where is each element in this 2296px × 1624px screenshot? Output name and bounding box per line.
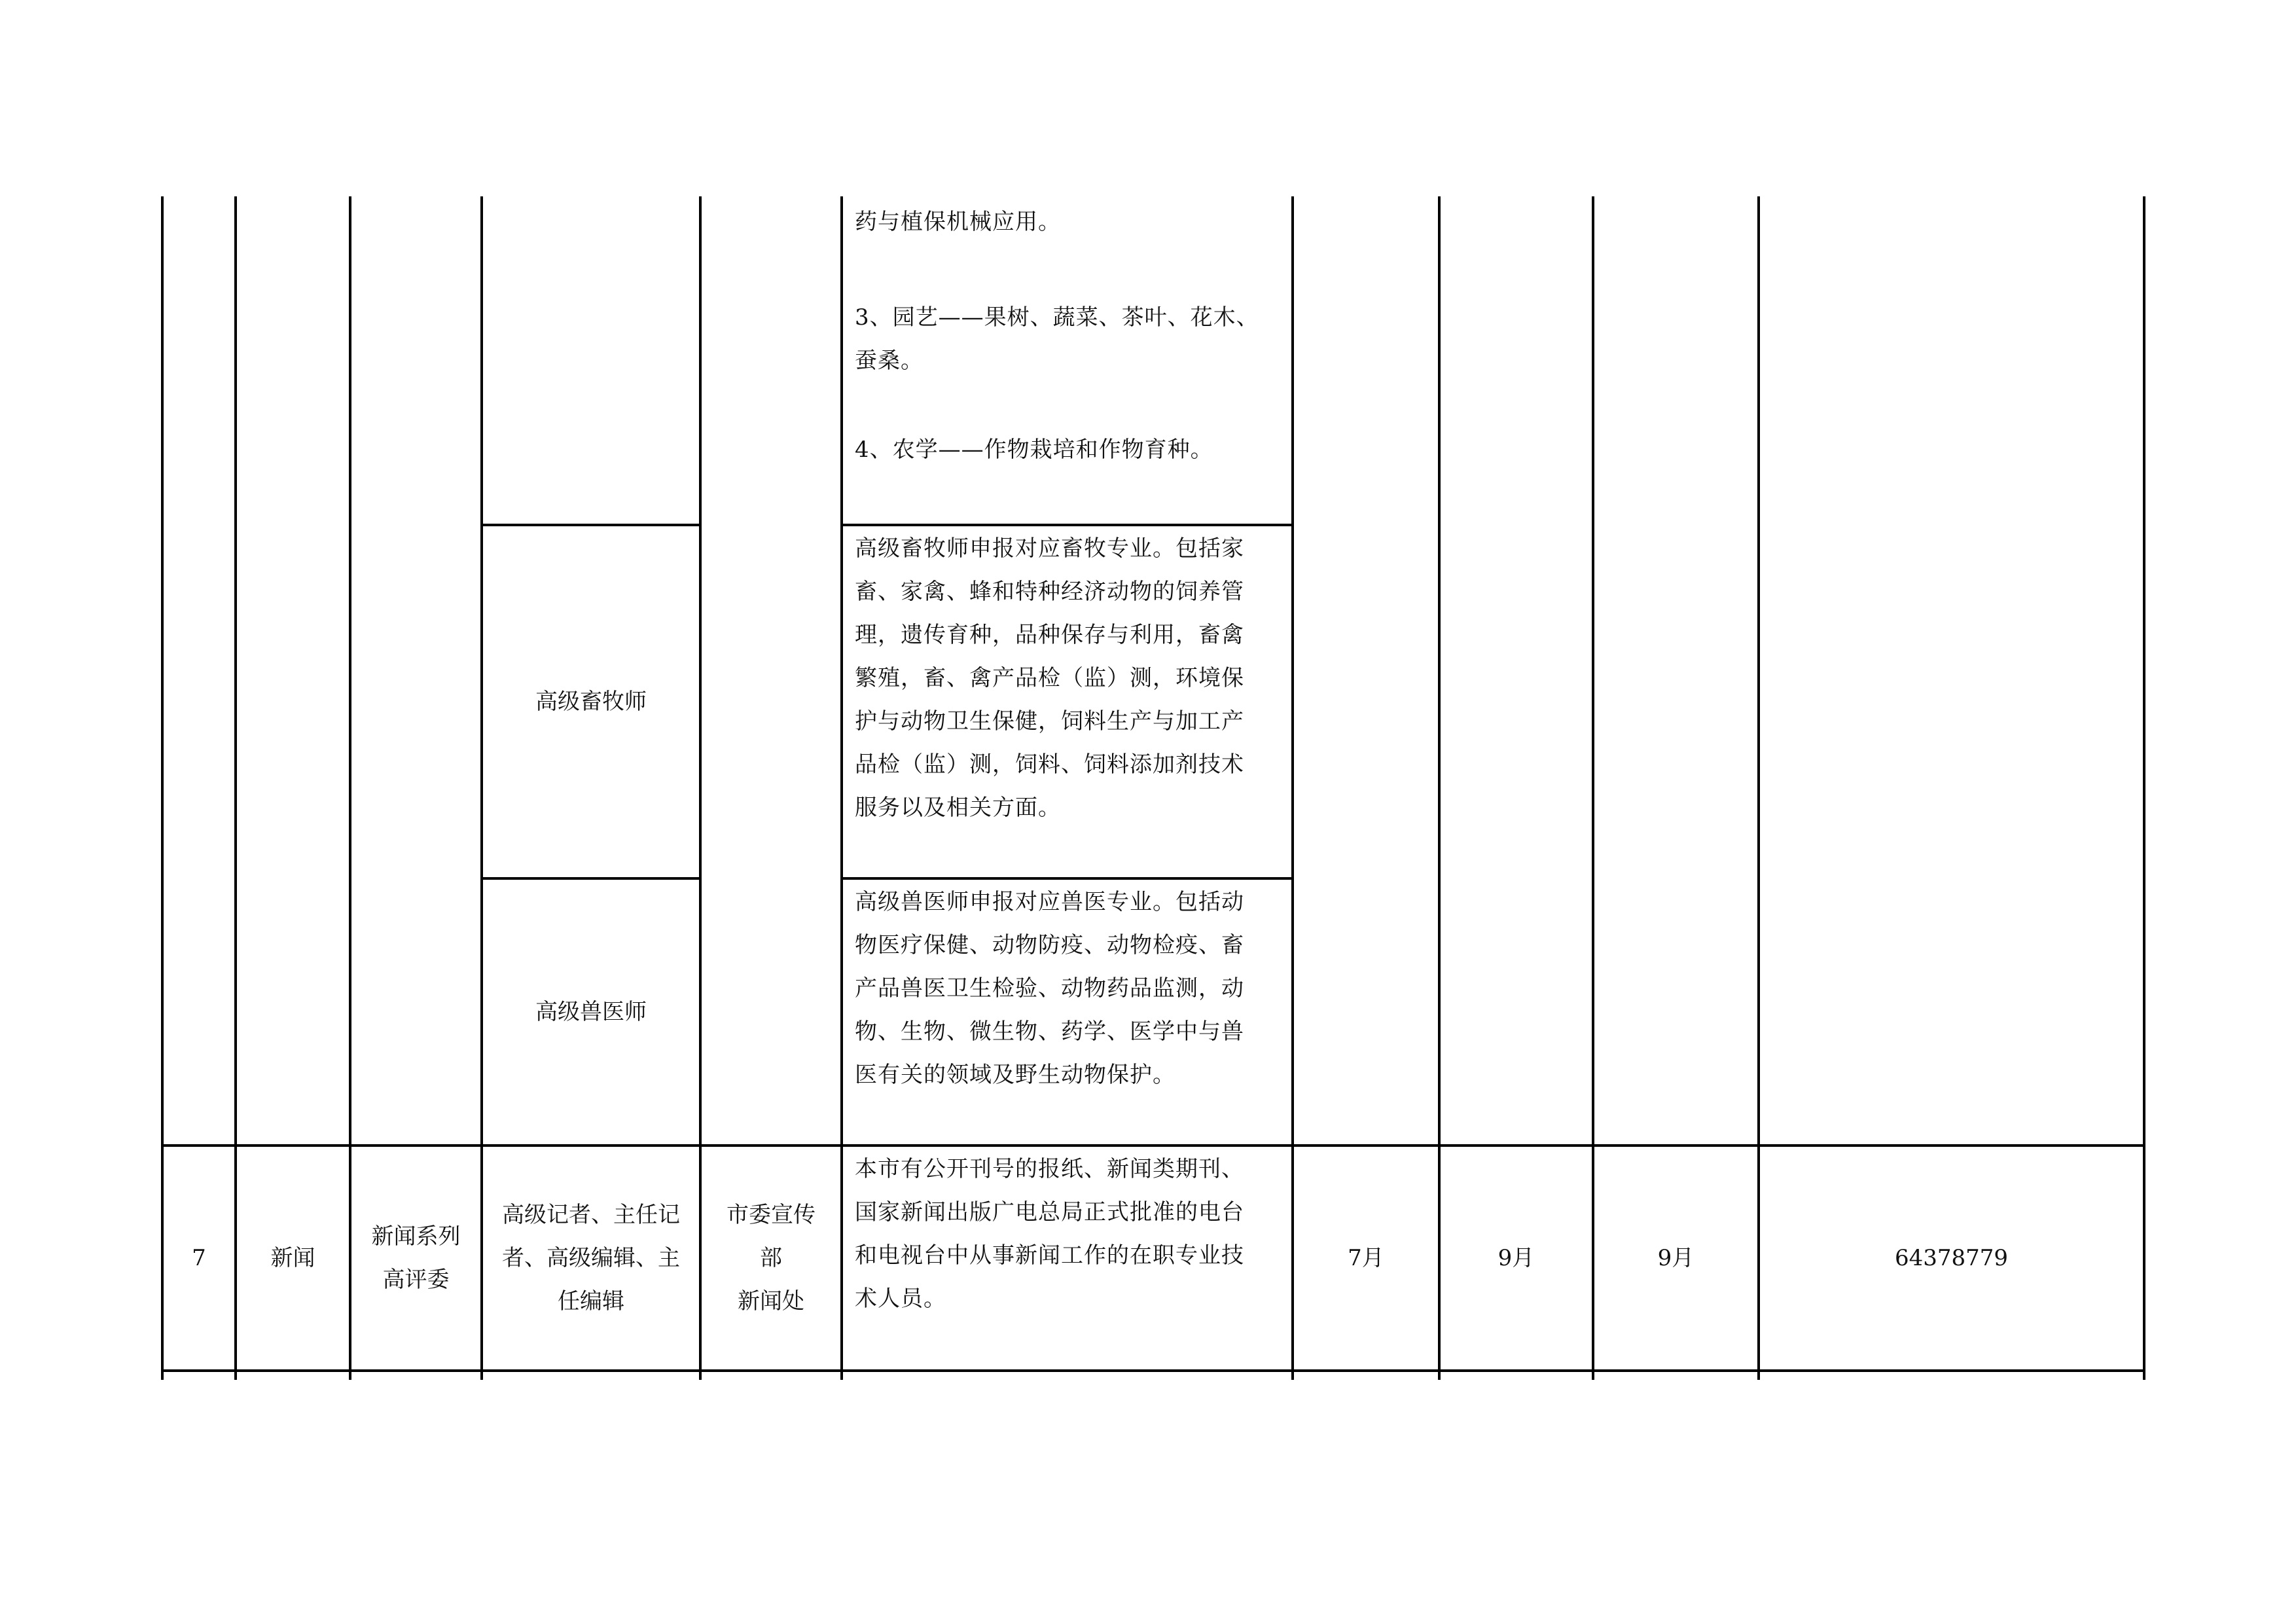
continuation-line: 药与植保机械应用。 bbox=[855, 209, 1061, 235]
month-cell bbox=[1441, 1147, 1592, 1369]
col-divider bbox=[840, 196, 843, 1380]
title-cell bbox=[483, 880, 699, 1144]
row-divider bbox=[840, 524, 1294, 526]
description-line: 物医疗保健、动物防疫、动物检疫、畜 bbox=[855, 932, 1244, 958]
description-line: 品检（监）测，饲料、饲料添加剂技术 bbox=[855, 751, 1244, 778]
description-line: 高级兽医师申报对应兽医专业。包括动 bbox=[855, 889, 1244, 915]
month-cell bbox=[1294, 1147, 1438, 1369]
titles-label: 高级记者、主任记 者、高级编辑、主 任编辑 bbox=[502, 1202, 680, 1314]
table-border-bottom bbox=[161, 1369, 2145, 1372]
series-cell bbox=[237, 1147, 349, 1369]
committee-cell bbox=[351, 1147, 480, 1369]
continuation-line: 蚕桑。 bbox=[855, 348, 924, 374]
phone-cell bbox=[1760, 1147, 2143, 1369]
continuation-line: 3、园艺——果树、蔬菜、茶叶、花木、 bbox=[855, 304, 1259, 331]
title-cell bbox=[483, 526, 699, 877]
month-cell bbox=[1594, 1147, 1757, 1369]
description-line: 畜、家禽、蜂和特种经济动物的饲养管 bbox=[855, 579, 1244, 605]
description-line: 物、生物、微生物、药学、医学中与兽 bbox=[855, 1019, 1244, 1045]
title-label: 高级兽医师 bbox=[535, 999, 647, 1025]
description-line: 服务以及相关方面。 bbox=[855, 795, 1061, 821]
scope-line: 和电视台中从事新闻工作的在职专业技 bbox=[855, 1242, 1244, 1269]
scope-line: 本市有公开刊号的报纸、新闻类期刊、 bbox=[855, 1156, 1244, 1182]
description-line: 繁殖，畜、禽产品检（监）测，环境保 bbox=[855, 665, 1244, 691]
department-cell bbox=[702, 1147, 840, 1369]
description-line: 理，遗传育种，品种保存与利用，畜禽 bbox=[855, 622, 1244, 648]
month-value: 9月 bbox=[1498, 1245, 1535, 1271]
series-label: 新闻 bbox=[270, 1245, 315, 1271]
table-border-right bbox=[2143, 196, 2145, 1380]
row-number-cell bbox=[164, 1147, 234, 1369]
title-label: 高级畜牧师 bbox=[535, 689, 647, 715]
titles-cell bbox=[483, 1147, 699, 1369]
month-value: 7月 bbox=[1348, 1245, 1384, 1271]
month-value: 9月 bbox=[1657, 1245, 1695, 1271]
phone-number: 64378779 bbox=[1894, 1245, 2009, 1271]
description-line: 产品兽医卫生检验、动物药品监测，动 bbox=[855, 975, 1244, 1001]
department-label: 市委宣传 部 新闻处 bbox=[726, 1202, 816, 1314]
description-line: 护与动物卫生保健，饲料生产与加工产 bbox=[855, 708, 1244, 734]
description-line: 高级畜牧师申报对应畜牧专业。包括家 bbox=[855, 535, 1244, 562]
committee-label: 新闻系列 高评委 bbox=[371, 1223, 461, 1293]
scope-line: 术人员。 bbox=[855, 1286, 946, 1312]
continuation-line: 4、农学——作物栽培和作物育种。 bbox=[855, 437, 1213, 463]
scope-line: 国家新闻出版广电总局正式批准的电台 bbox=[855, 1199, 1244, 1225]
row-number: 7 bbox=[192, 1245, 206, 1271]
row-divider bbox=[840, 877, 1294, 880]
description-line: 医有关的领域及野生动物保护。 bbox=[855, 1062, 1175, 1088]
